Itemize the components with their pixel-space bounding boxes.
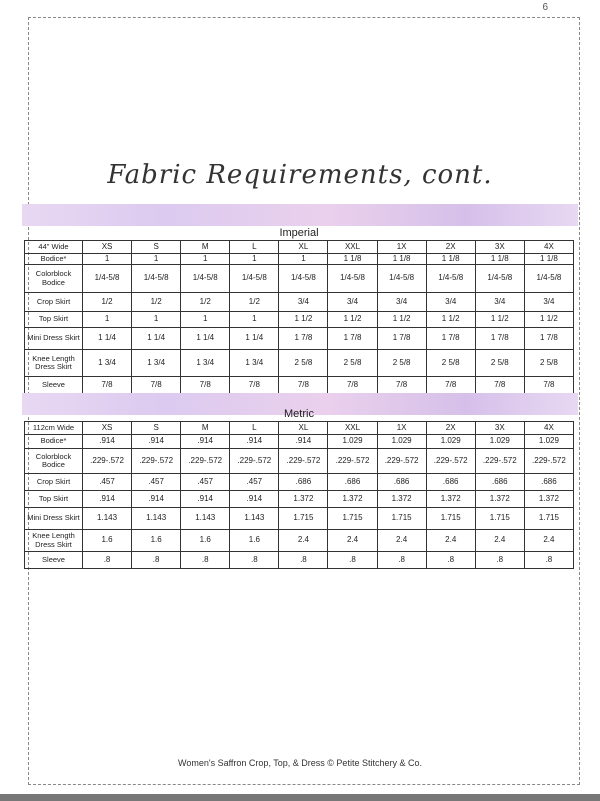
metric-cell: .686 xyxy=(377,474,426,491)
imperial-row-label: Colorblock Bodice xyxy=(25,265,83,293)
imperial-cell: 1 1/8 xyxy=(377,254,426,265)
metric-cell: 1.6 xyxy=(181,530,230,552)
imperial-cell: 1/4-5/8 xyxy=(475,265,524,293)
metric-cell: .8 xyxy=(132,552,181,569)
metric-size-header: 4X xyxy=(524,422,573,435)
imperial-cell: 1 1/2 xyxy=(377,312,426,328)
imperial-cell: 7/8 xyxy=(132,377,181,395)
metric-cell: .457 xyxy=(181,474,230,491)
metric-cell: .914 xyxy=(83,435,132,449)
metric-cell: .914 xyxy=(181,435,230,449)
metric-cell: 1.372 xyxy=(377,491,426,508)
imperial-cell: 1 7/8 xyxy=(377,328,426,350)
metric-size-header: XS xyxy=(83,422,132,435)
metric-cell: 1.143 xyxy=(181,508,230,530)
metric-cell: .8 xyxy=(475,552,524,569)
imperial-cell: 3/4 xyxy=(377,293,426,312)
metric-size-header: XL xyxy=(279,422,328,435)
imperial-cell: 1 1/8 xyxy=(328,254,377,265)
imperial-cell: 1/4-5/8 xyxy=(279,265,328,293)
imperial-cell: 1 1/8 xyxy=(475,254,524,265)
metric-cell: 1.372 xyxy=(328,491,377,508)
imperial-cell: 1 7/8 xyxy=(279,328,328,350)
metric-cell: 1.372 xyxy=(524,491,573,508)
metric-cell: 1.029 xyxy=(328,435,377,449)
metric-size-header: 2X xyxy=(426,422,475,435)
imperial-cell: 7/8 xyxy=(83,377,132,395)
metric-size-header: XXL xyxy=(328,422,377,435)
metric-cell: .914 xyxy=(132,435,181,449)
metric-cell: 1.6 xyxy=(132,530,181,552)
imperial-cell: 1 1/4 xyxy=(181,328,230,350)
imperial-cell: 2 5/8 xyxy=(426,350,475,377)
imperial-size-header: 4X xyxy=(524,241,573,254)
metric-cell: 1.6 xyxy=(230,530,279,552)
metric-cell: .229-.572 xyxy=(181,449,230,474)
metric-cell: .457 xyxy=(132,474,181,491)
imperial-size-header: 3X xyxy=(475,241,524,254)
imperial-cell: 1 3/4 xyxy=(132,350,181,377)
imperial-cell: 7/8 xyxy=(475,377,524,395)
metric-cell: 2.4 xyxy=(328,530,377,552)
page-number: 6 xyxy=(542,2,548,13)
imperial-table xyxy=(24,226,574,395)
metric-cell: 1.715 xyxy=(475,508,524,530)
metric-cell: 1.372 xyxy=(279,491,328,508)
imperial-size-header: M xyxy=(181,241,230,254)
imperial-cell: 1 1/4 xyxy=(132,328,181,350)
imperial-size-header: XXL xyxy=(328,241,377,254)
metric-cell: .914 xyxy=(230,491,279,508)
imperial-row xyxy=(25,350,574,377)
metric-row-label: Crop Skirt xyxy=(25,474,83,491)
imperial-cell: 2 5/8 xyxy=(475,350,524,377)
metric-cell: .914 xyxy=(132,491,181,508)
imperial-cell: 1/4-5/8 xyxy=(181,265,230,293)
metric-row-label: Sleeve xyxy=(25,552,83,569)
metric-size-header: M xyxy=(181,422,230,435)
imperial-cell: 1/2 xyxy=(132,293,181,312)
imperial-row-label: Bodice* xyxy=(25,254,83,265)
imperial-cell: 3/4 xyxy=(328,293,377,312)
imperial-row xyxy=(25,293,574,312)
imperial-cell: 1 1/8 xyxy=(426,254,475,265)
imperial-cell: 1/4-5/8 xyxy=(328,265,377,293)
imperial-cell: 2 5/8 xyxy=(328,350,377,377)
imperial-cell: 1 xyxy=(181,254,230,265)
imperial-row-label: Crop Skirt xyxy=(25,293,83,312)
imperial-cell: 7/8 xyxy=(328,377,377,395)
metric-cell: 1.029 xyxy=(426,435,475,449)
imperial-cell: 1 xyxy=(230,254,279,265)
bottom-bar xyxy=(0,794,600,801)
metric-cell: 2.4 xyxy=(377,530,426,552)
imperial-cell: 1/4-5/8 xyxy=(83,265,132,293)
imperial-cell: 1 3/4 xyxy=(83,350,132,377)
metric-cell: .229-.572 xyxy=(279,449,328,474)
metric-cell: .686 xyxy=(328,474,377,491)
metric-cell: .914 xyxy=(279,435,328,449)
metric-cell: 1.029 xyxy=(377,435,426,449)
imperial-row xyxy=(25,312,574,328)
imperial-row-label: Knee Length Dress Skirt xyxy=(25,350,83,377)
metric-cell: .914 xyxy=(230,435,279,449)
metric-cell: 1.029 xyxy=(524,435,573,449)
imperial-cell: 1 1/4 xyxy=(230,328,279,350)
imperial-heading: Imperial xyxy=(25,226,574,241)
metric-cell: .686 xyxy=(475,474,524,491)
metric-row xyxy=(25,530,574,552)
imperial-cell: 2 5/8 xyxy=(377,350,426,377)
metric-cell: 1.6 xyxy=(83,530,132,552)
imperial-cell: 1 xyxy=(181,312,230,328)
imperial-cell: 1/4-5/8 xyxy=(377,265,426,293)
metric-cell: 1.372 xyxy=(475,491,524,508)
metric-cell: .229-.572 xyxy=(426,449,475,474)
imperial-cell: 1 3/4 xyxy=(230,350,279,377)
imperial-cell: 1 3/4 xyxy=(181,350,230,377)
imperial-cell: 1 1/8 xyxy=(524,254,573,265)
metric-cell: .914 xyxy=(83,491,132,508)
imperial-cell: 7/8 xyxy=(279,377,328,395)
imperial-cell: 7/8 xyxy=(181,377,230,395)
imperial-size-header: 1X xyxy=(377,241,426,254)
imperial-row-label: Sleeve xyxy=(25,377,83,395)
metric-size-header: 3X xyxy=(475,422,524,435)
imperial-cell: 1 xyxy=(132,254,181,265)
imperial-cell: 1 7/8 xyxy=(426,328,475,350)
metric-cell: 2.4 xyxy=(279,530,328,552)
metric-row xyxy=(25,491,574,508)
imperial-cell: 1/2 xyxy=(181,293,230,312)
metric-cell: .229-.572 xyxy=(230,449,279,474)
imperial-row xyxy=(25,254,574,265)
imperial-cell: 1/2 xyxy=(230,293,279,312)
metric-width-label: 112cm Wide xyxy=(25,422,83,435)
metric-cell: .8 xyxy=(181,552,230,569)
imperial-cell: 1 1/2 xyxy=(328,312,377,328)
metric-row-label: Top Skirt xyxy=(25,491,83,508)
imperial-cell: 7/8 xyxy=(524,377,573,395)
metric-cell: 1.029 xyxy=(475,435,524,449)
imperial-cell: 1 1/4 xyxy=(83,328,132,350)
metric-cell: 1.715 xyxy=(426,508,475,530)
page-title: Fabric Requirements, cont. xyxy=(107,160,493,190)
imperial-cell: 7/8 xyxy=(230,377,279,395)
metric-cell: .686 xyxy=(524,474,573,491)
imperial-row-label: Mini Dress Skirt xyxy=(25,328,83,350)
metric-cell: 1.715 xyxy=(279,508,328,530)
imperial-cell: 2 5/8 xyxy=(524,350,573,377)
imperial-cell: 1 1/2 xyxy=(426,312,475,328)
metric-cell: .229-.572 xyxy=(475,449,524,474)
imperial-cell: 1 xyxy=(83,254,132,265)
imperial-cell: 1 1/2 xyxy=(279,312,328,328)
imperial-size-header: L xyxy=(230,241,279,254)
imperial-cell: 2 5/8 xyxy=(279,350,328,377)
metric-cell: .229-.572 xyxy=(83,449,132,474)
metric-row xyxy=(25,552,574,569)
imperial-data-table xyxy=(24,226,574,395)
metric-cell: 2.4 xyxy=(524,530,573,552)
imperial-cell: 1 7/8 xyxy=(524,328,573,350)
metric-cell: 1.143 xyxy=(230,508,279,530)
imperial-cell: 1 xyxy=(230,312,279,328)
metric-cell: .8 xyxy=(230,552,279,569)
metric-row-label: Mini Dress Skirt xyxy=(25,508,83,530)
metric-cell: .914 xyxy=(181,491,230,508)
footer-copyright: Women's Saffron Crop, Top, & Dress © Petite Stitchery & Co. xyxy=(178,758,422,768)
metric-size-header: S xyxy=(132,422,181,435)
metric-cell: .457 xyxy=(83,474,132,491)
metric-size-header: L xyxy=(230,422,279,435)
metric-row xyxy=(25,474,574,491)
metric-data-table xyxy=(24,407,574,569)
metric-row xyxy=(25,508,574,530)
imperial-cell: 3/4 xyxy=(426,293,475,312)
imperial-row xyxy=(25,328,574,350)
metric-cell: .457 xyxy=(230,474,279,491)
imperial-row-label: Top Skirt xyxy=(25,312,83,328)
metric-row-label: Bodice* xyxy=(25,435,83,449)
metric-cell: .229-.572 xyxy=(377,449,426,474)
metric-cell: .8 xyxy=(83,552,132,569)
metric-heading: Metric xyxy=(25,407,574,422)
imperial-cell: 1 xyxy=(279,254,328,265)
imperial-header-band xyxy=(22,204,578,226)
metric-cell: 1.143 xyxy=(132,508,181,530)
metric-row-label: Colorblock Bodice xyxy=(25,449,83,474)
imperial-cell: 3/4 xyxy=(475,293,524,312)
imperial-cell: 7/8 xyxy=(377,377,426,395)
imperial-row xyxy=(25,265,574,293)
imperial-cell: 1 1/2 xyxy=(475,312,524,328)
imperial-cell: 3/4 xyxy=(279,293,328,312)
metric-cell: .8 xyxy=(524,552,573,569)
imperial-cell: 1/4-5/8 xyxy=(524,265,573,293)
imperial-size-header: 2X xyxy=(426,241,475,254)
imperial-cell: 1/4-5/8 xyxy=(132,265,181,293)
metric-cell: .8 xyxy=(279,552,328,569)
imperial-cell: 1/4-5/8 xyxy=(230,265,279,293)
metric-row-label: Knee Length Dress Skirt xyxy=(25,530,83,552)
metric-cell: .8 xyxy=(377,552,426,569)
imperial-size-header: XS xyxy=(83,241,132,254)
metric-row xyxy=(25,435,574,449)
metric-cell: 2.4 xyxy=(426,530,475,552)
metric-cell: .229-.572 xyxy=(328,449,377,474)
metric-size-header: 1X xyxy=(377,422,426,435)
imperial-cell: 1 xyxy=(83,312,132,328)
metric-cell: .686 xyxy=(426,474,475,491)
metric-cell: .8 xyxy=(426,552,475,569)
metric-cell: 1.715 xyxy=(377,508,426,530)
imperial-size-header: S xyxy=(132,241,181,254)
imperial-width-label: 44" Wide xyxy=(25,241,83,254)
imperial-cell: 1 7/8 xyxy=(475,328,524,350)
metric-cell: 1.143 xyxy=(83,508,132,530)
imperial-cell: 1/4-5/8 xyxy=(426,265,475,293)
metric-table xyxy=(24,407,574,569)
metric-cell: 2.4 xyxy=(475,530,524,552)
imperial-cell: 1/2 xyxy=(83,293,132,312)
metric-cell: 1.372 xyxy=(426,491,475,508)
metric-cell: .229-.572 xyxy=(132,449,181,474)
metric-cell: .8 xyxy=(328,552,377,569)
imperial-cell: 3/4 xyxy=(524,293,573,312)
metric-row xyxy=(25,449,574,474)
imperial-row xyxy=(25,377,574,395)
imperial-cell: 1 7/8 xyxy=(328,328,377,350)
imperial-cell: 1 xyxy=(132,312,181,328)
metric-cell: 1.715 xyxy=(328,508,377,530)
imperial-cell: 1 1/2 xyxy=(524,312,573,328)
imperial-cell: 7/8 xyxy=(426,377,475,395)
metric-cell: 1.715 xyxy=(524,508,573,530)
imperial-size-header: XL xyxy=(279,241,328,254)
metric-cell: .686 xyxy=(279,474,328,491)
metric-cell: .229-.572 xyxy=(524,449,573,474)
